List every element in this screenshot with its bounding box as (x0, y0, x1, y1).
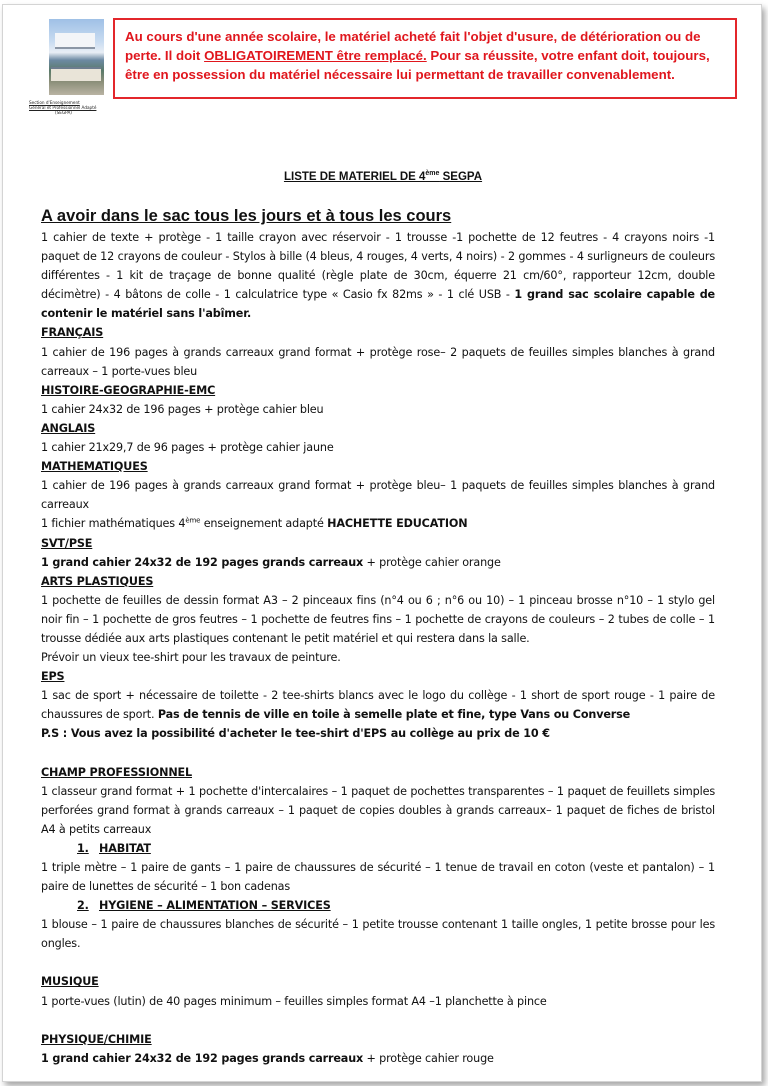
replacement-notice-box (113, 18, 737, 99)
svt-items (41, 553, 715, 572)
notice-emphasis: OBLIGATOIREMENT être remplacé. (204, 48, 427, 63)
francais-items: 1 cahier de 196 pages à grands carreaux grand format + protège rose– 2 paquets de feuilles simples blanches à grand carreaux – 1 porte-vues bleu (41, 345, 715, 378)
maths-fichier-mid: enseignement adapté (200, 517, 328, 531)
section-heading-arts: ARTS PLASTIQUES (41, 574, 154, 588)
section-heading-histoire: HISTOIRE-GEOGRAPHIE-EMC (41, 383, 216, 397)
maths-fichier-publisher: HACHETTE EDUCATION (327, 517, 468, 531)
habitat-items: 1 triple mètre – 1 paire de gants – 1 paire de chaussures de sécurité – 1 tenue de travail en coton (veste et pantalon) – 1 paire de lunettes de sécurité – 1 bon cadenas (41, 861, 715, 894)
hygiene-items: 1 blouse – 1 paire de chaussures blanches de sécurité – 1 petite trousse contenant 1 taille ongles, 1 petite brosse pour les ongles. (41, 918, 715, 951)
habitat-number: 1. (77, 841, 89, 855)
anglais-items: 1 cahier 21x29,7 de 96 pages + protège cahier jaune (41, 441, 334, 455)
hygiene-title: HYGIENE – ALIMENTATION – SERVICES (99, 899, 331, 913)
champ-items: 1 classeur grand format + 1 pochette d'intercalaires – 1 paquet de pochettes transparentes – 1 paquet de feuillets simples perforées grand format à grands carreaux – 1 paquet de copies doubles à grands carreaux– 1 paquet de fiches de bristol A4 à petits carreaux (41, 784, 715, 836)
bag-heading: A avoir dans le sac tous les jours et à tous les cours (41, 207, 452, 225)
section-heading-musique: MUSIQUE (41, 975, 99, 989)
document-title (3, 171, 762, 183)
section-heading-champ: CHAMP PROFESSIONNEL (41, 765, 192, 779)
physique-text: + protège cahier rouge (363, 1051, 494, 1065)
section-heading-physique: PHYSIQUE/CHIMIE (41, 1032, 152, 1046)
logo-line-3: (SEGPA) (55, 110, 72, 115)
habitat-title: HABITAT (99, 841, 151, 855)
maths-fichier-text: 1 fichier mathématiques 4 (41, 517, 186, 531)
subsection-heading-hygiene (41, 896, 715, 915)
bag-text: 1 cahier de texte + protège - 1 taille crayon avec réservoir - 1 trousse -1 pochette de 12 feutres - 4 crayons noirs -1 paquet de 12 crayons de couleur - Stylos à bille (4 bleus, 4 rouges, 4 verts, 4 noirs) - 2 gommes - 4 surligneurs de couleurs différentes - 1 kit de traçage de bonne qualité (règle plate de 30cm, équerre 21 cm/60°, rapporteur 12cm, double décimètre) - 4 bâtons de colle - 1 calculatrice type « Casio fx 82ms » - 1 clé USB - (41, 231, 715, 302)
section-heading-francais: FRANÇAIS (41, 326, 104, 340)
subsection-heading-habitat (41, 839, 715, 858)
svt-text: + protège cahier orange (363, 555, 501, 569)
title-text: LISTE DE MATERIEL DE 4 (283, 171, 426, 183)
bag-items (41, 228, 715, 323)
physique-items (41, 1049, 715, 1068)
musique-items: 1 porte-vues (lutin) de 40 pages minimum – feuilles simples format A4 –1 planchette à pince (41, 994, 547, 1008)
section-heading-svt: SVT/PSE (41, 536, 93, 550)
section-heading-anglais: ANGLAIS (41, 421, 96, 435)
logo-line-2: Général et Professionnel Adapté (29, 105, 97, 110)
title-sup: ème (425, 170, 440, 178)
notice-text-2: Pour sa réussite, votre enfant doit, toujours, être en possession du matériel nécessaire lui permettant de travailler convenablement. (125, 48, 710, 82)
eps-ps-note: P.S : Vous avez la possibilité d'acheter le tee-shirt d'EPS au collège au prix de 10 € (41, 727, 550, 741)
hygiene-number: 2. (77, 899, 89, 913)
notice-text-1: Au cours d'une année scolaire, le matériel acheté fait l'objet d'usure, de détérioration ou de perte. Il doit (125, 29, 701, 63)
school-logo (29, 19, 107, 115)
arts-items: 1 pochette de feuilles de dessin format A3 – 2 pinceaux fins (n°4 ou 6 ; n°6 ou 10) – 1 pinceau brosse n°10 – 1 stylo gel noir fin – 1 pochette de gros feutres – 1 pochette de feutres fins – 1 pochette de crayons de couleurs – 2 tubes de colle – 1 trousse dédiée aux arts plastiques contenant le petit matériel et qui restera dans la salle. (41, 593, 715, 645)
maths-items: 1 cahier de 196 pages à grands carreaux grand format + protège bleu– 1 paquets de feuilles simples blanches à grand carreaux (41, 479, 715, 512)
eps-items (41, 686, 715, 724)
bag-bold-text: 1 grand sac scolaire capable de contenir le matériel sans l'abîmer. (41, 288, 715, 321)
logo-line-1: Section d'Enseignement (29, 100, 80, 105)
section-heading-maths: MATHEMATIQUES (41, 460, 148, 474)
svt-bold-text: 1 grand cahier 24x32 de 192 pages grands carreaux (41, 555, 364, 569)
supply-list (41, 204, 715, 1068)
histoire-items: 1 cahier 24x32 de 196 pages + protège cahier bleu (41, 402, 324, 416)
arts-note: Prévoir un vieux tee-shirt pour les travaux de peinture. (41, 651, 341, 665)
eps-bold-text: Pas de tennis de ville en toile à semelle plate et fine, type Vans ou Converse (157, 708, 631, 722)
title-text-end: SEGPA (439, 171, 483, 183)
document-page (2, 4, 762, 1082)
maths-fichier (41, 514, 715, 533)
school-building-photo (49, 19, 104, 95)
section-heading-eps: EPS (41, 670, 65, 684)
logo-caption (29, 100, 107, 115)
eps-text: 1 sac de sport + nécessaire de toilette - 2 tee-shirts blancs avec le logo du collège - 1 short de sport rouge - 1 paire de chaussures de sport. (41, 689, 715, 722)
maths-fichier-sup: ème (185, 516, 201, 525)
physique-bold-text: 1 grand cahier 24x32 de 192 pages grands carreaux (41, 1051, 364, 1065)
